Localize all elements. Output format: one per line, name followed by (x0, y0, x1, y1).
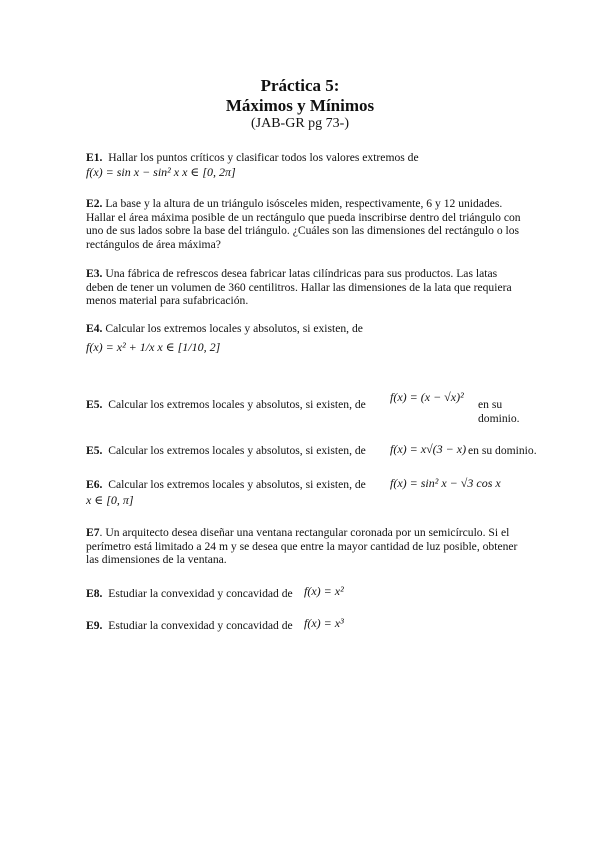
exercise-e8-formula: f(x) = x² (304, 584, 344, 598)
exercise-text: Calcular los extremos locales y absolutos, si existen, de (105, 322, 363, 335)
exercise-text: Calcular los extremos locales y absolutos, si existen, de (108, 478, 366, 491)
exercise-label: E9. (86, 619, 103, 632)
exercise-e5a-formula: f(x) = (x − √x)² (390, 390, 464, 404)
page-title-line2: Máximos y Mínimos (225, 96, 375, 115)
exercise-label: E6. (86, 478, 103, 491)
exercise-e6-domain: x ∈ [0, π] (86, 493, 134, 507)
page-reference: (JAB-GR pg 73-) (251, 116, 349, 131)
exercise-e7 (86, 526, 526, 567)
exercise-e5b-formula: f(x) = x√(3 − x) (390, 442, 467, 456)
exercise-label: E2. (86, 197, 103, 210)
exercise-e9-formula: f(x) = x³ (304, 616, 344, 630)
exercise-label: E3. (86, 267, 103, 280)
exercise-e5b (86, 444, 366, 458)
exercise-label: E5. (86, 398, 103, 411)
exercise-e1 (86, 151, 526, 165)
exercise-label: E4. (86, 322, 103, 335)
exercise-text: Calcular los extremos locales y absolutos, si existen, de (108, 398, 366, 411)
exercise-e9 (86, 619, 293, 633)
exercise-label: E5. (86, 444, 103, 457)
exercise-e6-formula: f(x) = sin² x − √3 cos x (390, 476, 501, 490)
exercise-label: E7 (86, 526, 100, 539)
exercise-text: . Un arquitecto desea diseñar una ventana rectangular coronada por un semicírculo. Si el perímetro está limitado a 24 m y se desea que entre la mayor cantidad de luz posible, obtener las dimensiones de la ventana. (86, 526, 518, 567)
exercise-e4 (86, 322, 526, 336)
exercise-text: Estudiar la convexidad y concavidad de (108, 619, 293, 632)
exercise-text: Calcular los extremos locales y absolutos, si existen, de (108, 444, 366, 457)
exercise-e5a-tail: en su dominio. (478, 398, 520, 425)
exercise-e5b-tail: en su dominio. (468, 444, 537, 457)
exercise-text: Hallar los puntos críticos y clasificar todos los valores extremos de (108, 151, 419, 164)
page-title-line1: Práctica 5: (260, 76, 340, 95)
exercise-label: E1. (86, 151, 103, 164)
exercise-e4-formula: f(x) = x² + 1/x x ∈ [1/10, 2] (86, 340, 221, 354)
exercise-e2 (86, 197, 526, 251)
exercise-e1-formula: f(x) = sin x − sin² x x ∈ [0, 2π] (86, 165, 236, 179)
exercise-text: La base y la altura de un triángulo isósceles miden, respectivamente, 6 y 12 unidades. Hallar el área máxima posible de un rectángulo que pueda inscribirse dentro del triángulo con uno de sus lados sobre la base del triángulo. ¿Cuáles son las dimensiones del rectángulo o los rectángulos de área máxima? (86, 197, 521, 251)
exercise-e6 (86, 478, 366, 492)
exercise-e8 (86, 587, 293, 601)
exercise-text: Estudiar la convexidad y concavidad de (108, 587, 293, 600)
exercise-text: Una fábrica de refrescos desea fabricar latas cilíndricas para sus productos. Las latas deben de tener un volumen de 360 centilitros. Hallar las dimensiones de la lata que requiera menos material para sufabricación. (86, 267, 512, 308)
exercise-e5a (86, 398, 366, 412)
exercise-e3 (86, 267, 526, 308)
exercise-label: E8. (86, 587, 103, 600)
